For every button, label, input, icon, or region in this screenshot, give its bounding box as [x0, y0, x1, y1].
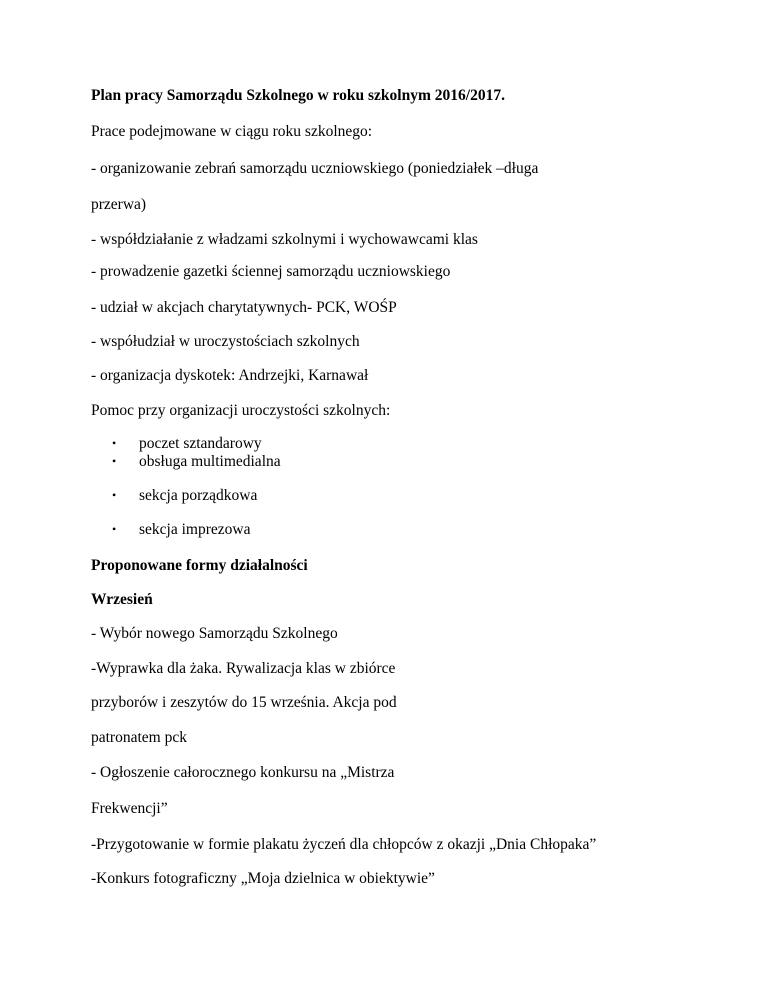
- list-item-label: obsługa multimedialna: [139, 453, 281, 470]
- list-item: [112, 452, 281, 471]
- list-item-label: sekcja imprezowa: [139, 521, 251, 538]
- bullet-icon: •: [112, 454, 117, 468]
- bullet-icon: •: [112, 436, 117, 450]
- september-line: patronatem pck: [91, 729, 187, 746]
- september-line: -Konkurs fotograficzny „Moja dzielnica w obiektywie”: [91, 870, 435, 887]
- list-item-label: poczet sztandarowy: [139, 435, 262, 452]
- list-item: [112, 434, 262, 453]
- task-line: - organizowanie zebrań samorządu uczniowskiego (poniedziałek –długa: [91, 160, 539, 177]
- september-line: - Wybór nowego Samorządu Szkolnego: [91, 625, 338, 642]
- september-line: -Przygotowanie w formie plakatu życzeń dla chłopców z okazji „Dnia Chłopaka”: [91, 836, 597, 853]
- task-line: - współdziałanie z władzami szkolnymi i wychowawcami klas: [91, 231, 478, 248]
- september-line: Frekwencji”: [91, 800, 168, 817]
- september-line: przyborów i zeszytów do 15 września. Akcja pod: [91, 694, 397, 711]
- forms-heading: Proponowane formy działalności: [91, 557, 308, 574]
- task-line: - organizacja dyskotek: Andrzejki, Karnawał: [91, 367, 369, 384]
- september-line: - Ogłoszenie całorocznego konkursu na „Mistrza: [91, 764, 395, 781]
- list-item-label: sekcja porządkowa: [139, 487, 258, 504]
- task-line: - udział w akcjach charytatywnych- PCK, WOŚP: [91, 299, 397, 316]
- help-heading: Pomoc przy organizacji uroczystości szkolnych:: [91, 402, 391, 419]
- list-item: [112, 520, 250, 539]
- september-line: -Wyprawka dla żaka. Rywalizacja klas w zbiórce: [91, 660, 396, 677]
- month-heading: Wrzesień: [91, 591, 153, 608]
- task-line: przerwa): [91, 196, 147, 213]
- document-title: Plan pracy Samorządu Szkolnego w roku szkolnym 2016/2017.: [91, 87, 505, 104]
- list-item: [112, 486, 257, 505]
- task-line: - prowadzenie gazetki ściennej samorządu uczniowskiego: [91, 263, 451, 280]
- task-line: - współudział w uroczystościach szkolnych: [91, 333, 360, 350]
- bullet-icon: •: [112, 488, 117, 502]
- bullet-icon: •: [112, 522, 117, 536]
- intro-heading: Prace podejmowane w ciągu roku szkolnego:: [91, 123, 373, 140]
